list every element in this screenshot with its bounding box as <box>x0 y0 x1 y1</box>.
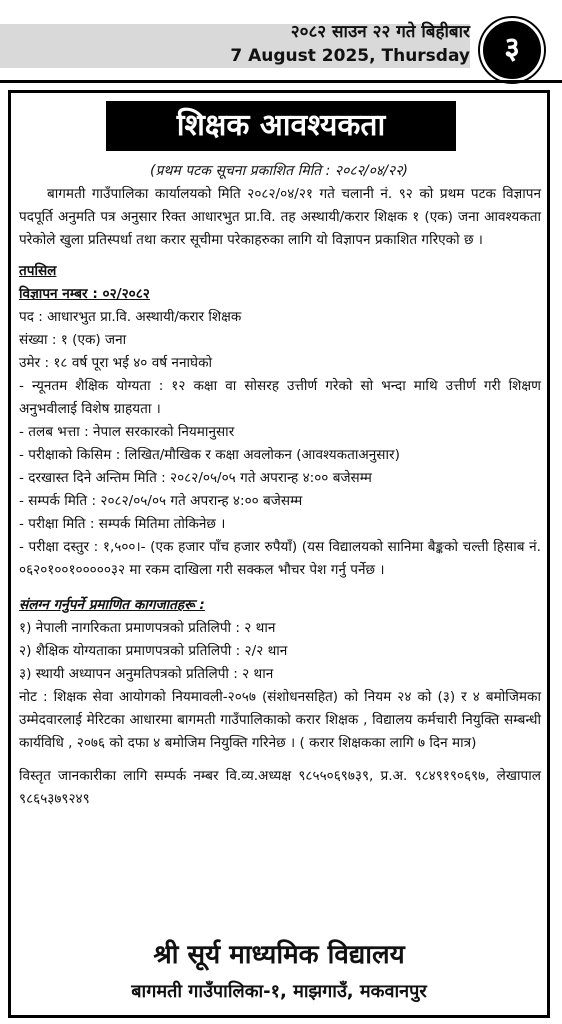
detail-item: - सम्पर्क मिति : २०८२/०५/०५ गते अपरान्ह ४:०० बजेसम्म <box>19 493 303 509</box>
header-date <box>150 20 470 68</box>
school-address: बागमती गाउँपालिका-१, माझगाउँ, मकवानपुर <box>131 981 427 1002</box>
page-number-badge: ३ <box>480 18 544 82</box>
contact-paragraph: विस्तृत जानकारीका लागि सम्पर्क नम्बर वि.व्य.अध्यक्ष ९८५५०६९७३९, प्र.अ. ९८४९१९०६९७, लेखापाल ९८६५३७९२४९ <box>19 768 541 807</box>
detail-item: - न्यूनतम शैक्षिक योग्यता : १२ कक्षा वा सोसरह उत्तीर्ण गरेको सो भन्दा माथि उत्तीर्ण गरी शिक्षण अनुभवीलाई विशेष ग्राहयता । <box>19 378 541 417</box>
documents-title: संलग्न गर्नुपर्ने प्रमाणित कागजातहरू : <box>19 597 205 613</box>
notice-box <box>8 90 550 1018</box>
document-item: २) शैक्षिक योग्यताका प्रमाणपत्रको प्रतिलिपी : २/२ थान <box>19 643 288 659</box>
detail-item: पद : आधारभुत प्रा.वि. अस्थायी/करार शिक्षक <box>19 309 242 325</box>
date-nepali: २०८२ साउन २२ गते बिहीबार <box>290 22 470 42</box>
document-item: ३) स्थायी अध्यापन अनुमतिपत्रको प्रतिलिपी : २ थान <box>19 666 274 682</box>
detail-item: उमेर : १८ वर्ष पूरा भई ४० वर्ष ननाघेको <box>19 355 213 371</box>
ad-number: विज्ञापन नम्बर : ०२/२०८२ <box>19 286 150 302</box>
section-title: तपसिल <box>19 263 57 279</box>
detail-item: संख्या : १ (एक) जना <box>19 332 127 348</box>
notice-body <box>19 183 541 811</box>
school-name: श्री सूर्य माध्यमिक विद्यालय <box>153 940 405 970</box>
intro-paragraph: बागमती गाउँपालिका कार्यालयको मिति २०८२/०४/२१ गते चलानी नं. ९२ को प्रथम पटक विज्ञापन पदपूर्ति अनुमति पत्र अनुसार रिक्त आधारभुत प्रा.वि. तह अस्थायी/करार शिक्षक १ (एक) जना आवश्यकता परेकोले खुला प्रतिस्पर्धा तथा करार सूचीमा परेकाहरुका लागि यो विज्ञापन प्रकाशित गरिएको छ । <box>19 186 541 248</box>
published-date: (प्रथम पटक सूचना प्रकाशित मिति : २०८२/०४/२२) <box>150 163 408 179</box>
detail-item: - परीक्षा मिति : सम्पर्क मितिमा तोकिनेछ । <box>19 516 226 532</box>
spacer <box>19 755 541 765</box>
detail-item: - परीक्षा दस्तुर : १,५००।- (एक हजार पाँच हजार रुपैयाँ) (यस विद्यालयको सानिमा बैङ्कको चल्ती हिसाब नं. ०६२०१००१०००००३२ मा रकम दाखिला गरी सक्कल भौचर पेश गर्नु पर्नेछ । <box>19 539 541 578</box>
detail-item: - दरखास्त दिने अन्तिम मिति : २०८२/०५/०५ गते अपरान्ह ४:०० बजेसम्म <box>19 470 372 486</box>
note-paragraph: नोट : शिक्षक सेवा आयोगको नियमावली-२०५७ (संशोधनसहित) को नियम २४ को (३) र ४ बमोजिमका उम्मेदवारलाई मेरिटका आधारमा बागमती गाउँपालिकाको करार शिक्षक , विद्यालय कर्मचारी नियुक्ति सम्बन्धी कार्यविधि , २०७६ को दफा ४ बमोजिम नियुक्ति गरिनेछ । ( करार शिक्षकका लागि ७ दिन मात्र) <box>19 689 541 751</box>
document-item: १) नेपाली नागरिकता प्रमाणपत्रको प्रतिलिपी : २ थान <box>19 620 276 636</box>
header-divider <box>0 80 562 83</box>
notice-title: शिक्षक आवश्यकता <box>106 101 456 151</box>
date-english: 7 August 2025, Thursday <box>230 46 470 66</box>
page-header <box>0 0 562 88</box>
detail-item: - तलब भत्ता : नेपाल सरकारको नियमानुसार <box>19 424 235 440</box>
detail-item: - परीक्षाको किसिम : लिखित/मौखिक र कक्षा अवलोकन (आवश्यकताअनुसार) <box>19 447 400 463</box>
